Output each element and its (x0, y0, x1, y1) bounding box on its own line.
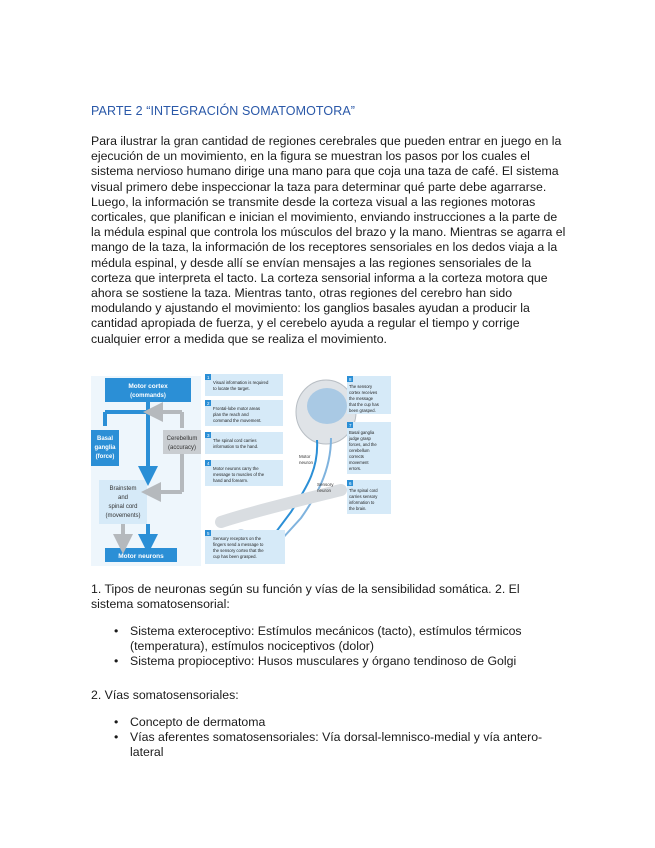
step-callout-5 (205, 530, 285, 564)
cerebellum-l1: Cerebellum (166, 436, 198, 442)
section-2-list (111, 715, 571, 761)
step-7-l4: cerebellum (349, 448, 370, 453)
list-item: • Sistema propioceptivo: Husos musculares y órgano tendinoso de Golgi (111, 654, 571, 669)
sensory-neuron-label-1: Sensory (317, 482, 334, 487)
figure-svg (91, 372, 401, 568)
step-7-l2: judge grasp (349, 436, 371, 441)
step-callout-7 (347, 422, 391, 474)
step-8-num: 8 (349, 377, 352, 382)
step-7-l3: forces, and the (349, 442, 377, 447)
step-8-l5: been grasped. (349, 408, 376, 413)
motor-cortex-label: Motor cortex (128, 383, 168, 390)
step-7-l5: corrects (349, 454, 364, 459)
block-diagram (91, 376, 201, 566)
section-1-list (111, 624, 571, 670)
step-4-l3: hand and forearm. (213, 478, 249, 483)
somatomotor-figure (91, 372, 401, 568)
motor-cortex-sub: (commands) (130, 393, 166, 399)
brainstem-l2: and (117, 495, 129, 501)
step-1-l2: to locate the target. (213, 386, 250, 391)
step-2-num: 2 (207, 401, 210, 406)
section-title: PARTE 2 “INTEGRACIÓN SOMATOMOTORA” (91, 104, 356, 118)
step-5-l2: fingers send a message to (213, 542, 264, 547)
step-5-l3: the sensory cortex that the (213, 548, 264, 553)
step-1-l1: Visual information is required (213, 380, 269, 385)
step-8-l2: cortex receives (349, 390, 378, 395)
step-2-l3: command the movement. (213, 418, 262, 423)
step-6-l1: The spinal cord (349, 488, 378, 493)
list-item: • Concepto de dermatoma (111, 715, 571, 730)
step-callout-3 (205, 432, 283, 454)
step-7-l1: Basal ganglia (349, 430, 375, 435)
step-5-l4: cup has been grasped. (213, 554, 257, 559)
step-7-l7: errors. (349, 466, 362, 471)
step-callout-2 (205, 400, 283, 426)
step-4-num: 4 (207, 461, 210, 466)
list-item: • Sistema exteroceptivo: Estímulos mecánicos (tacto), estímulos térmicos (temperatura), estímulos nociceptivos (dolor) (111, 624, 571, 654)
step-6-l4: the brain. (349, 506, 367, 511)
step-3-l1: The spinal cord carries (213, 438, 257, 443)
cerebellum-l2: (accuracy) (167, 445, 197, 451)
step-6-l3: information to (349, 500, 375, 505)
step-3-l2: information to the hand. (213, 444, 259, 449)
brain-shape (307, 388, 347, 424)
step-8-l3: the message (349, 396, 373, 401)
motor-neuron-label-1: Motor (299, 454, 311, 459)
brainstem-l4: (movements) (105, 513, 141, 519)
section-1-intro: 1. Tipos de neuronas según su función y vías de la sensibilidad somática. 2. El sistema somatosensorial: (91, 582, 520, 612)
basal-ganglia-l1: Basal (96, 436, 114, 442)
section-2-intro: 2. Vías somatosensoriales: (91, 688, 239, 702)
step-2-l2: plan the reach and (213, 412, 249, 417)
arm-shape (221, 490, 341, 522)
step-4-l1: Motor neurons carry the (213, 466, 259, 471)
basal-ganglia-l2: ganglia (94, 445, 116, 451)
step-3-num: 3 (207, 433, 210, 438)
step-callout-1 (205, 374, 283, 396)
step-4-l2: message to muscles of the (213, 472, 265, 477)
step-7-num: 7 (349, 423, 352, 428)
step-1-num: 1 (207, 375, 210, 380)
motor-neuron-label-2: neuron (299, 460, 314, 465)
step-7-l6: movement (349, 460, 369, 465)
brainstem-l1: Brainstem (109, 486, 137, 492)
step-callout-6 (347, 480, 391, 514)
step-5-num: 5 (207, 531, 210, 536)
step-callout-8 (347, 376, 391, 414)
step-8-l4: that the cup has (349, 402, 379, 407)
list-item: • Vías aferentes somatosensoriales: Vía dorsal-lemnisco-medial y vía antero-lateral (111, 730, 571, 760)
step-callout-4 (205, 460, 283, 486)
step-2-l1: Frontal-lobe motor areas (213, 406, 261, 411)
basal-ganglia-l3: (force) (95, 454, 115, 460)
sensory-neuron-label-2: neuron (317, 488, 332, 493)
step-6-num: 6 (349, 481, 352, 486)
step-5-l1: Sensory receptors on the (213, 536, 262, 541)
step-8-l1: The sensory (349, 384, 373, 389)
brainstem-l3: spinal cord (108, 504, 138, 510)
intro-paragraph: Para ilustrar la gran cantidad de regiones cerebrales que pueden entrar en juego en la ejecución de un movimiento, en la figura se muestran los pasos por los cuales el sistema nervioso humano dirige una mano para que coja una taza de café. El sistema visual primero debe inspeccionar la taza para determinar qué parte debe agarrarse. Luego, la información se transmite desde la corteza visual a las regiones motoras corticales, que planifican e inician el movimiento, enviando instrucciones a la parte de la médula espinal que controla los músculos del brazo y la mano. Mientras se agarra el mango de la taza, la información de los receptores sensoriales en los dedos viaja a la médula espinal, y desde allí se envían mensajes a las regiones sensoriales de la corteza que interpreta el tacto. La corteza sensorial informa a la corteza motora que ahora se sostiene la taza. Mientras tanto, otras regiones del cerebro han sido modulando y ajustando el movimiento: los ganglios basales ayudan a producir la cantidad apropiada de fuerza, y el cerebelo ayuda a regular el tiempo y corrige cualquier error a medida que se realiza el movimiento. (91, 134, 566, 346)
step-6-l2: carries sensory (349, 494, 378, 499)
motor-neurons-label: Motor neurons (118, 553, 164, 560)
